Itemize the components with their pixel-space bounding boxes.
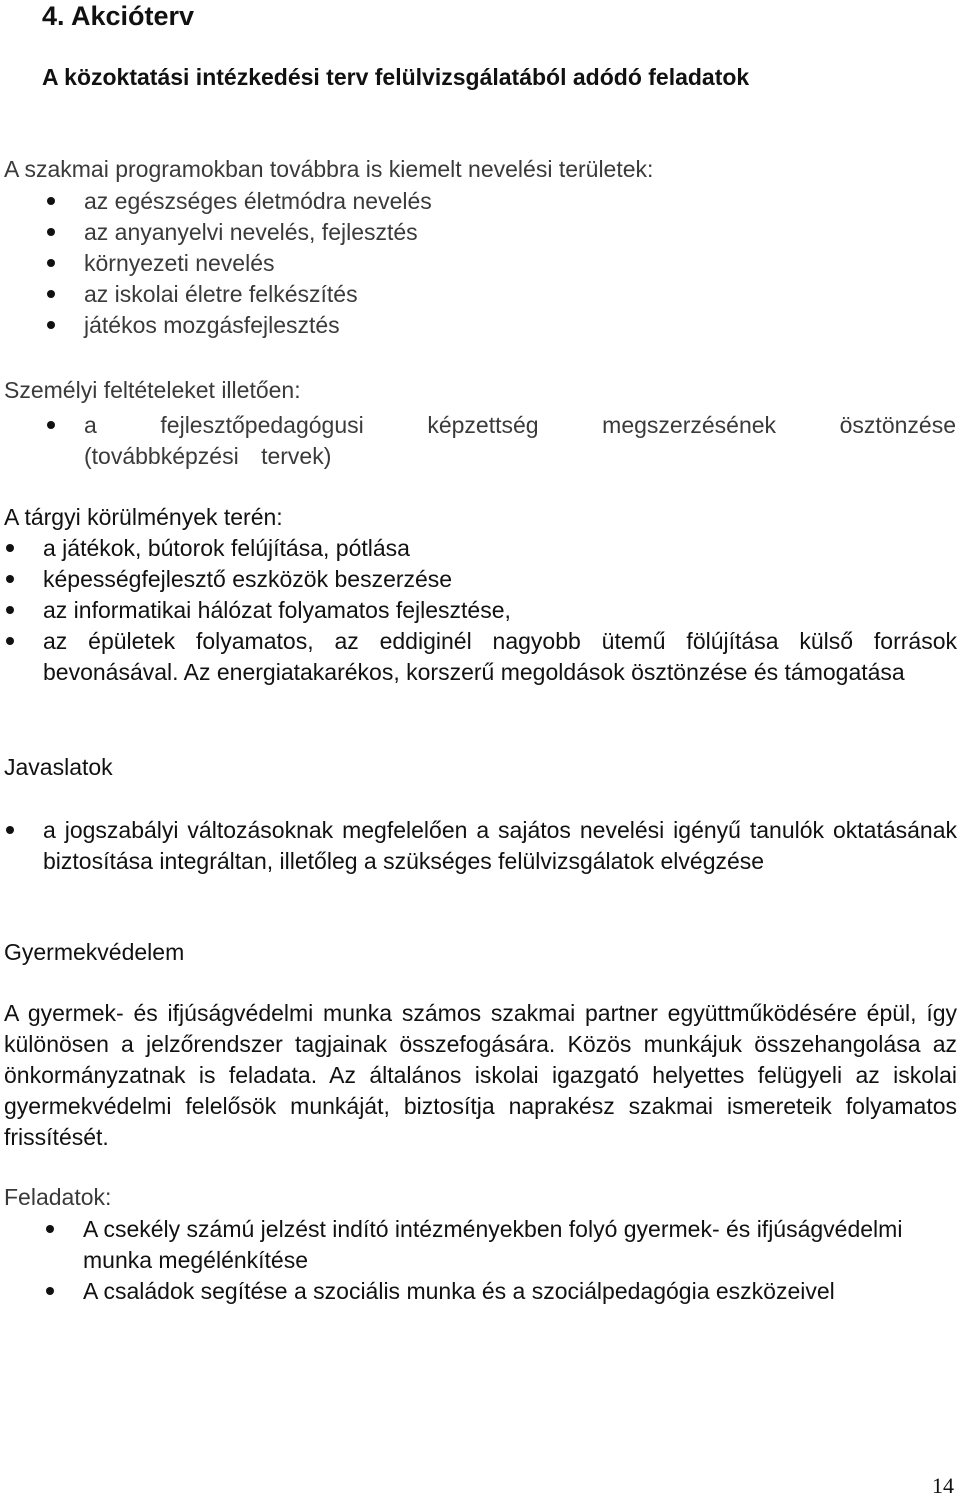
bullet-icon: [47, 259, 55, 267]
bullet-icon: [6, 606, 14, 614]
bullet-icon: [46, 1287, 54, 1295]
bullet-icon: [6, 544, 14, 552]
list-item: az épületek folyamatos, az eddiginél nagyobb ütemű fölújítása külső források bevonásával. Az energiatakarékos, korszerű megoldások ösztönzése és támogatása: [43, 626, 957, 688]
feladatok-list: [83, 1214, 957, 1307]
list-item: A csekély számú jelzést indító intézményekben folyó gyermek- és ifjúságvédelmi munka megélénkítése: [83, 1214, 957, 1276]
block1-intro: A szakmai programokban továbbra is kiemelt nevelési területek:: [4, 156, 654, 182]
gyermekvedelem-paragraph: A gyermek- és ifjúságvédelmi munka számos szakmai partner együttműködésére épül, így különösen a jelzőrendszer tagjainak összefogására. Közös munkájuk összehangolása az önkormányzatnak is feladata. Az általános iskolai igazgató helyettes felügyeli az iskolai gyermekvédelmi felelősök munkáját, biztosítja naprakész szakmai ismereteik folyamatos frissítését.: [4, 1000, 957, 1150]
list-item: a fejlesztőpedagógusi képzettség megszerzésének ösztönzése (továbbképzési tervek): [84, 410, 956, 472]
block3-list: [43, 533, 957, 688]
bullet-icon: [6, 575, 14, 583]
section-title: 4. Akcióterv: [42, 1, 195, 31]
feladatok-heading: Feladatok:: [4, 1184, 112, 1210]
block2-list: [84, 410, 956, 472]
list-item: környezeti nevelés: [84, 248, 954, 279]
page-number: 14: [932, 1473, 954, 1498]
list-item: A családok segítése a szociális munka és a szociálpedagógia eszközeivel: [83, 1276, 957, 1307]
page-subtitle: A közoktatási intézkedési terv felülvizsgálatából adódó feladatok: [42, 64, 750, 90]
javaslatok-heading: Javaslatok: [4, 754, 113, 780]
javaslatok-list: [43, 815, 957, 877]
gyermekvedelem-heading: Gyermekvédelem: [4, 939, 185, 965]
bullet-icon: [47, 321, 55, 329]
bullet-icon: [47, 421, 55, 429]
block2-intro: Személyi feltételeket illetően:: [4, 377, 301, 403]
list-item: játékos mozgásfejlesztés: [84, 310, 954, 341]
bullet-icon: [47, 290, 55, 298]
list-item: képességfejlesztő eszközök beszerzése: [43, 564, 957, 595]
block3-intro: A tárgyi körülmények terén:: [4, 504, 283, 530]
list-item: a játékok, bútorok felújítása, pótlása: [43, 533, 957, 564]
bullet-icon: [6, 826, 14, 834]
bullet-icon: [46, 1225, 54, 1233]
list-item: az informatikai hálózat folyamatos fejlesztése,: [43, 595, 957, 626]
block1-list: [84, 186, 954, 341]
list-item: a jogszabályi változásoknak megfelelően a sajátos nevelési igényű tanulók oktatásának biztosítása integráltan, illetőleg a szükséges felülvizsgálatok elvégzése: [43, 815, 957, 877]
bullet-icon: [47, 197, 55, 205]
list-item: az anyanyelvi nevelés, fejlesztés: [84, 217, 954, 248]
bullet-icon: [6, 637, 14, 645]
list-item: az egészséges életmódra nevelés: [84, 186, 954, 217]
list-item: az iskolai életre felkészítés: [84, 279, 954, 310]
bullet-icon: [47, 228, 55, 236]
